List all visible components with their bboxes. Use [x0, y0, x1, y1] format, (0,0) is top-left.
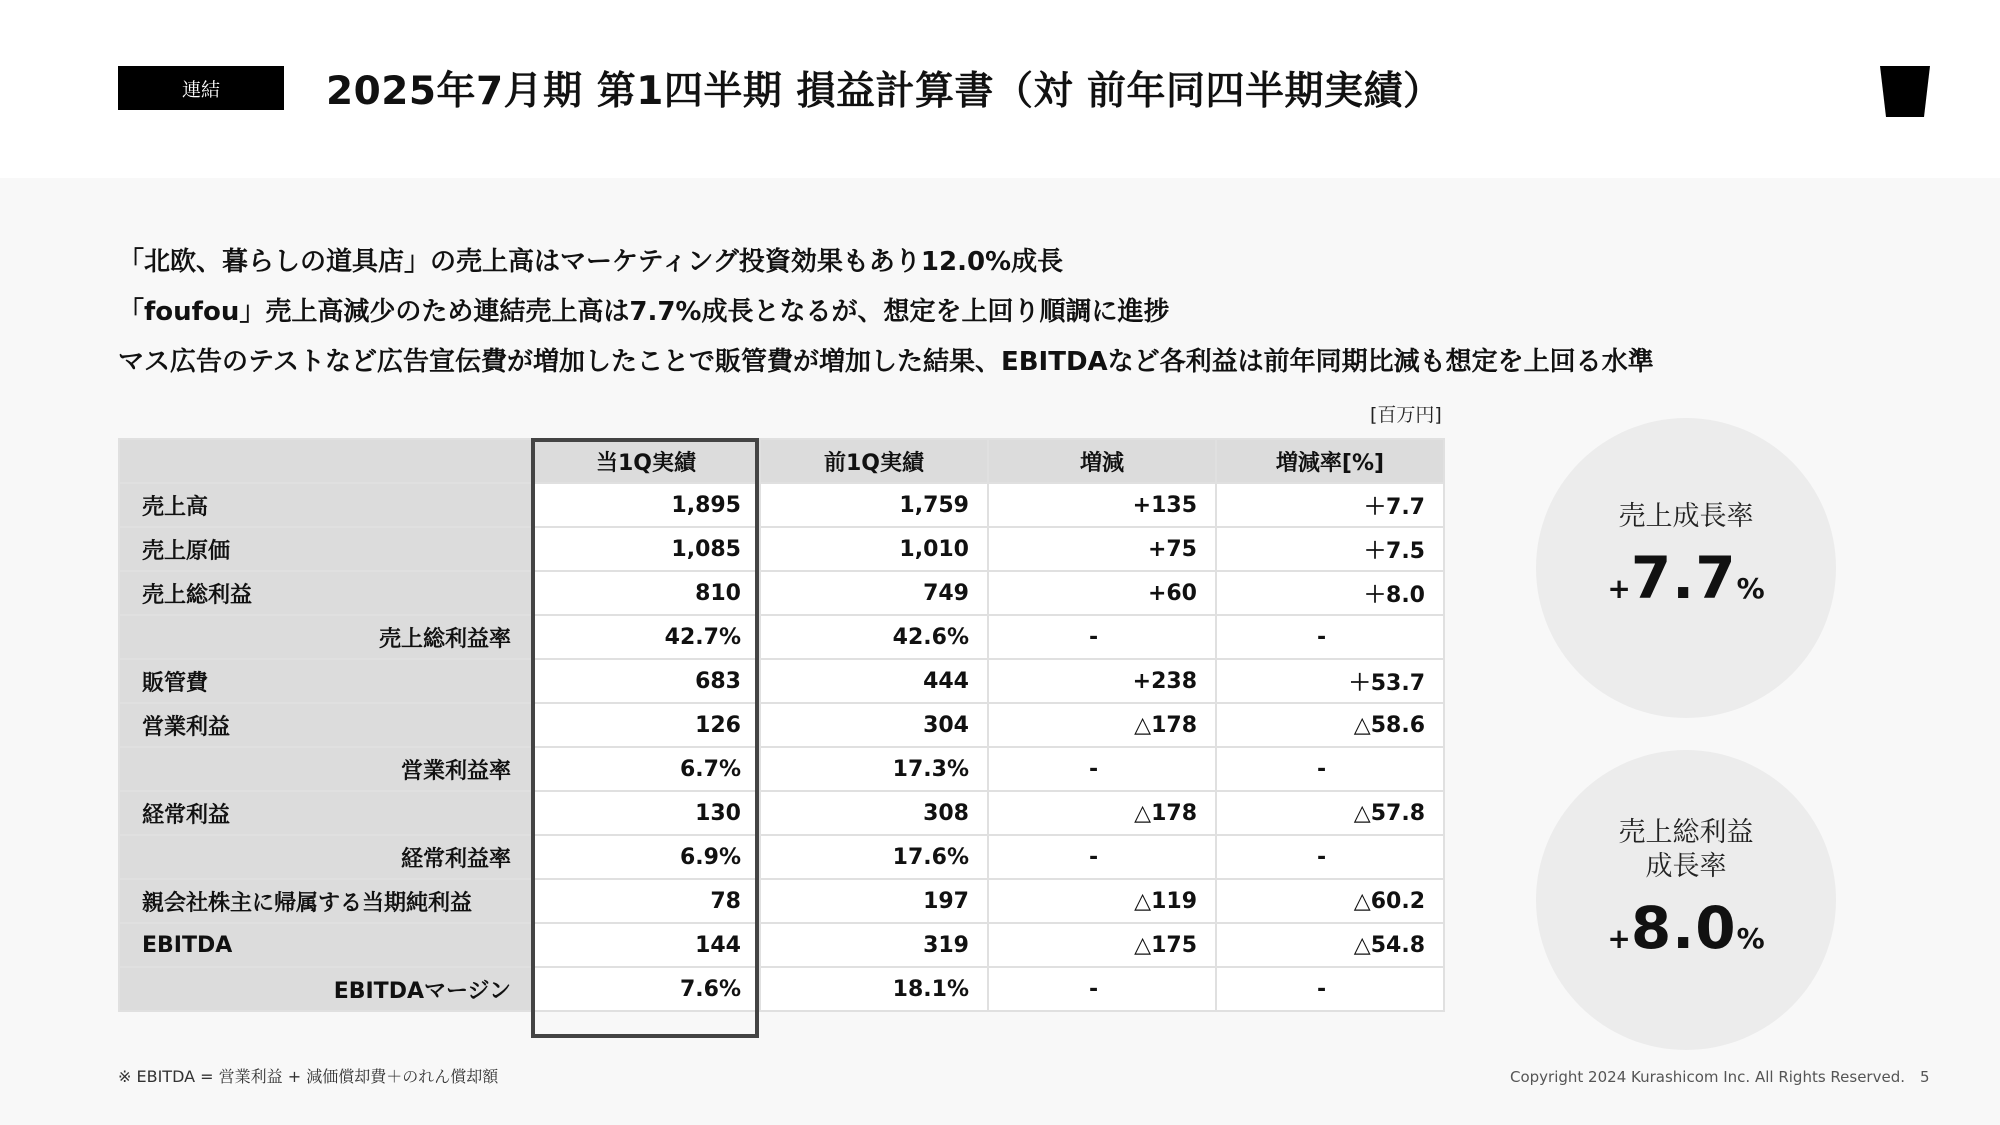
gross-profit-growth-label-line1: 売上総利益 — [1618, 817, 1754, 848]
table-row — [119, 791, 1444, 835]
cell-current: 6.9% — [532, 835, 760, 879]
cell-change: - — [988, 747, 1216, 791]
row-label: EBITDAマージン — [119, 967, 532, 1011]
summary-bullet: 「北欧、暮らしの道具店」の売上高はマーケティング投資効果もあり12.0%成長 — [118, 247, 1064, 277]
cell-current: 78 — [532, 879, 760, 923]
cell-current: 6.7% — [532, 747, 760, 791]
cell-current: 126 — [532, 703, 760, 747]
cell-rate: - — [1216, 615, 1444, 659]
cell-rate: ＋53.7 — [1216, 659, 1444, 703]
sales-growth-value — [1536, 544, 1836, 612]
cell-rate: △58.6 — [1216, 703, 1444, 747]
summary-bullet: マス広告のテストなど広告宣伝費が増加したことで販管費が増加した結果、EBITDAなど各利益は前年同期比減も想定を上回る水準 — [118, 347, 1654, 377]
cell-prior: 749 — [760, 571, 988, 615]
cell-change: +238 — [988, 659, 1216, 703]
cell-change: △178 — [988, 703, 1216, 747]
cell-prior: 1,010 — [760, 527, 988, 571]
row-label: 販管費 — [119, 659, 532, 703]
copyright: Copyright 2024 Kurashicom Inc. All Rights Reserved. — [1510, 1068, 1905, 1086]
consolidated-tag: 連結 — [118, 66, 284, 110]
cell-prior: 42.6% — [760, 615, 988, 659]
cell-current: 144 — [532, 923, 760, 967]
cell-current: 1,085 — [532, 527, 760, 571]
table-row — [119, 659, 1444, 703]
ebitda-footnote: ※ EBITDA = 営業利益 + 減価償却費＋のれん償却額 — [118, 1067, 499, 1086]
cell-change: - — [988, 967, 1216, 1011]
cell-prior: 17.3% — [760, 747, 988, 791]
cell-prior: 308 — [760, 791, 988, 835]
row-label: 売上総利益 — [119, 571, 532, 615]
summary-bullets — [118, 240, 1818, 390]
table-row — [119, 747, 1444, 791]
cell-current: 7.6% — [532, 967, 760, 1011]
header-prior-q1: 前1Q実績 — [760, 439, 988, 483]
header-current-q1: 当1Q実績 — [532, 439, 760, 483]
table-row — [119, 483, 1444, 527]
header-bar — [0, 0, 2000, 178]
cell-current: 130 — [532, 791, 760, 835]
cell-current: 1,895 — [532, 483, 760, 527]
table-header-row — [119, 439, 1444, 483]
cell-rate: ＋8.0 — [1216, 571, 1444, 615]
cell-change: +75 — [988, 527, 1216, 571]
cell-change: △175 — [988, 923, 1216, 967]
row-label: 経常利益 — [119, 791, 532, 835]
cup-logo-icon — [1880, 66, 1930, 117]
header-change: 増減 — [988, 439, 1216, 483]
table-row — [119, 835, 1444, 879]
row-label: EBITDA — [119, 923, 532, 967]
summary-bullet: 「foufou」売上高減少のため連結売上高は7.7%成長となるが、想定を上回り順調に進捗 — [118, 297, 1170, 327]
table-row — [119, 879, 1444, 923]
cell-prior: 18.1% — [760, 967, 988, 1011]
gross-profit-growth-circle — [1536, 750, 1836, 1050]
cell-change: +135 — [988, 483, 1216, 527]
cell-prior: 17.6% — [760, 835, 988, 879]
table-row — [119, 703, 1444, 747]
row-label: 売上総利益率 — [119, 615, 532, 659]
page-title: 2025年7月期 第1四半期 損益計算書（対 前年同四半期実績） — [326, 69, 1443, 114]
gross-profit-growth-number: 8.0 — [1630, 894, 1737, 962]
cell-rate: △57.8 — [1216, 791, 1444, 835]
cell-prior: 319 — [760, 923, 988, 967]
cell-prior: 1,759 — [760, 483, 988, 527]
table-row — [119, 967, 1444, 1011]
cell-prior: 304 — [760, 703, 988, 747]
cell-change: △178 — [988, 791, 1216, 835]
cell-prior: 197 — [760, 879, 988, 923]
cell-prior: 444 — [760, 659, 988, 703]
row-label: 売上原価 — [119, 527, 532, 571]
cell-rate: ＋7.7 — [1216, 483, 1444, 527]
cell-current: 42.7% — [532, 615, 760, 659]
cell-current: 810 — [532, 571, 760, 615]
row-label: 親会社株主に帰属する当期純利益 — [119, 879, 532, 923]
cell-rate: - — [1216, 835, 1444, 879]
header-change-rate: 増減率[%] — [1216, 439, 1444, 483]
row-label: 営業利益率 — [119, 747, 532, 791]
gross-profit-growth-label — [1536, 816, 1836, 884]
table-row — [119, 527, 1444, 571]
cell-rate: △60.2 — [1216, 879, 1444, 923]
row-label: 営業利益 — [119, 703, 532, 747]
sales-growth-sign: + — [1607, 572, 1631, 605]
gross-profit-growth-unit: % — [1736, 922, 1765, 955]
sales-growth-circle — [1536, 418, 1836, 718]
table-row — [119, 571, 1444, 615]
sales-growth-number: 7.7 — [1630, 544, 1737, 612]
header-label-col — [119, 439, 532, 483]
gross-profit-growth-sign: + — [1607, 922, 1631, 955]
cell-change: +60 — [988, 571, 1216, 615]
sales-growth-unit: % — [1736, 572, 1765, 605]
table-row — [119, 615, 1444, 659]
cell-change: - — [988, 615, 1216, 659]
cell-current: 683 — [532, 659, 760, 703]
cell-rate: ＋7.5 — [1216, 527, 1444, 571]
table-row — [119, 923, 1444, 967]
row-label: 経常利益率 — [119, 835, 532, 879]
gross-profit-growth-label-line2: 成長率 — [1645, 851, 1727, 882]
cell-change: - — [988, 835, 1216, 879]
gross-profit-growth-value — [1536, 894, 1836, 962]
cell-change: △119 — [988, 879, 1216, 923]
income-statement-table — [118, 438, 1445, 1012]
cell-rate: - — [1216, 747, 1444, 791]
page-number: 5 — [1920, 1068, 1930, 1086]
unit-label: [百万円] — [1370, 404, 1442, 426]
cell-rate: △54.8 — [1216, 923, 1444, 967]
sales-growth-label: 売上成長率 — [1618, 501, 1754, 532]
row-label: 売上高 — [119, 483, 532, 527]
cell-rate: - — [1216, 967, 1444, 1011]
